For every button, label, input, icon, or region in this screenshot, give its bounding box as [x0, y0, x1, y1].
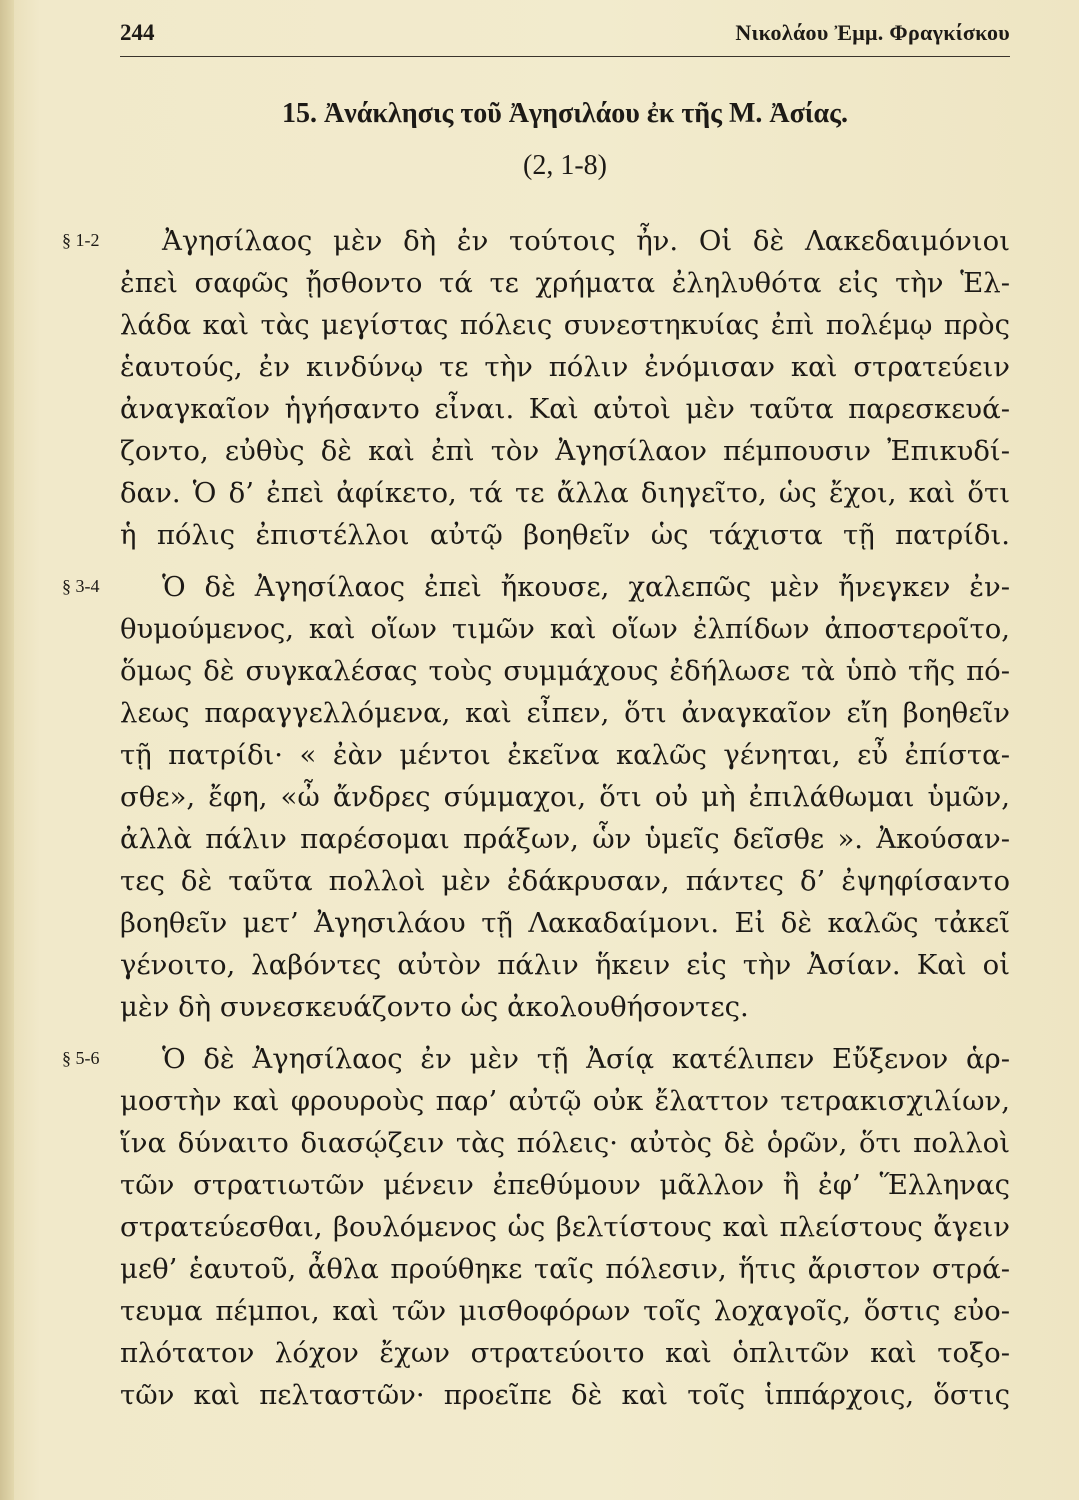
text-line: ἡ πόλις ἐπιστέλλοι αὐτῷ βοηθεῖν ὡς τάχιστα τῇ πατρίδι.: [120, 519, 1010, 551]
text-line: θυμούμενος, καὶ οἵων τιμῶν καὶ οἵων ἐλπίδων ἀποστεροῖτο,: [120, 613, 1010, 645]
text-line: πλότατον λόχον ἔχων στρατεύοιτο καὶ ὁπλιτῶν καὶ τοξο-: [120, 1337, 1010, 1369]
page-binding-edge: [0, 0, 14, 1500]
text-line: τευμα πέμποι, καὶ τῶν μισθοφόρων τοῖς λοχαγοῖς, ὅστις εὐο-: [120, 1295, 1010, 1327]
text-line: μεθ’ ἑαυτοῦ, ἆθλα προύθηκε ταῖς πόλεσιν, ἥτις ἄριστον στρά-: [120, 1253, 1010, 1285]
section-label: § 5-6: [62, 1048, 100, 1068]
text-line: λάδα καὶ τὰς μεγίστας πόλεις συνεστηκυίας ἐπὶ πολέμῳ πρὸς: [120, 309, 1010, 341]
text-line: γένοιτο, λαβόντες αὐτὸν πάλιν ἥκειν εἰς τὴν Ἀσίαν. Καὶ οἱ: [120, 949, 1010, 981]
text-line: ἵνα δύναιτο διασῴζειν τὰς πόλεις· αὐτὸς δὲ ὁρῶν, ὅτι πολλοὶ: [120, 1127, 1010, 1159]
text-line: τῶν στρατιωτῶν μένειν ἐπεθύμουν μᾶλλον ἢ ἐφ’ Ἕλληνας: [120, 1169, 1010, 1201]
text-line: Ὁ δὲ Ἀγησίλαος ἐπεὶ ἤκουσε, χαλεπῶς μὲν ἤνεγκεν ἐν-: [162, 571, 1010, 603]
header-rule: [120, 56, 1010, 57]
chapter-reference: (2, 1-8): [523, 150, 607, 181]
text-line: ἀναγκαῖον ἡγήσαντο εἶναι. Καὶ αὐτοὶ μὲν ταῦτα παρεσκευά-: [120, 393, 1010, 425]
text-line: σθε», ἔφη, «ὦ ἄνδρες σύμμαχοι, ὅτι οὐ μὴ ἐπιλάθωμαι ὑμῶν,: [120, 781, 1010, 813]
text-line: τῶν καὶ πελταστῶν· προεῖπε δὲ καὶ τοῖς ἱππάρχοις, ὅστις: [120, 1379, 1010, 1411]
running-head: Νικολάου Ἐμμ. Φραγκίσκου: [735, 20, 1010, 45]
page-header: [120, 20, 1010, 54]
text-line: ὅμως δὲ συγκαλέσας τοὺς συμμάχους ἐδήλωσε τὰ ὑπὸ τῆς πό-: [120, 655, 1010, 687]
text-line: λεως παραγγελλόμενα, καὶ εἶπεν, ὅτι ἀναγκαῖον εἴη βοηθεῖν: [120, 697, 1010, 729]
text-line: ἑαυτούς, ἐν κινδύνῳ τε τὴν πόλιν ἐνόμισαν καὶ στρατεύειν: [120, 351, 1010, 383]
text-line: τες δὲ ταῦτα πολλοὶ μὲν ἐδάκρυσαν, πάντες δ’ ἐψηφίσαντο: [120, 865, 1010, 897]
text-line: Ἀγησίλαος μὲν δὴ ἐν τούτοις ἦν. Οἱ δὲ Λακεδαιμόνιοι: [162, 225, 1010, 257]
text-line: δαν. Ὁ δ’ ἐπεὶ ἀφίκετο, τά τε ἄλλα διηγεῖτο, ὡς ἔχοι, καὶ ὅτι: [120, 477, 1010, 509]
text-line: βοηθεῖν μετ’ Ἀγησιλάου τῇ Λακαδαίμονι. Εἰ δὲ καλῶς τἀκεῖ: [120, 907, 1010, 939]
section-label: § 1-2: [62, 230, 100, 250]
text-line: στρατεύεσθαι, βουλόμενος ὡς βελτίστους καὶ πλείστους ἄγειν: [120, 1211, 1010, 1243]
text-line: Ὁ δὲ Ἀγησίλαος ἐν μὲν τῇ Ἀσίᾳ κατέλιπεν Εὔξενον ἁρ-: [162, 1043, 1010, 1075]
text-line: ζοντο, εὐθὺς δὲ καὶ ἐπὶ τὸν Ἀγησίλαον πέμπουσιν Ἐπικυδί-: [120, 435, 1010, 467]
chapter-title: 15. Ἀνάκλησις τοῦ Ἀγησιλάου ἐκ τῆς Μ. Ἀσίας.: [282, 98, 848, 129]
text-line: ἀλλὰ πάλιν παρέσομαι πράξων, ὧν ὑμεῖς δεῖσθε ». Ἀκούσαν-: [120, 823, 1010, 855]
text-line: μοστὴν καὶ φρουροὺς παρ’ αὐτῷ οὐκ ἔλαττον τετρακισχιλίων,: [120, 1085, 1010, 1117]
text-line: τῇ πατρίδι· « ἐὰν μέντοι ἐκεῖνα καλῶς γένηται, εὖ ἐπίστα-: [120, 739, 1010, 771]
page-number: 244: [120, 20, 155, 45]
section-label: § 3-4: [62, 576, 100, 596]
text-line: ἐπεὶ σαφῶς ᾔσθοντο τά τε χρήματα ἐληλυθότα εἰς τὴν Ἑλ-: [120, 267, 1010, 299]
text-line: μὲν δὴ συνεσκευάζοντο ὡς ἀκολουθήσοντες.: [120, 991, 749, 1023]
